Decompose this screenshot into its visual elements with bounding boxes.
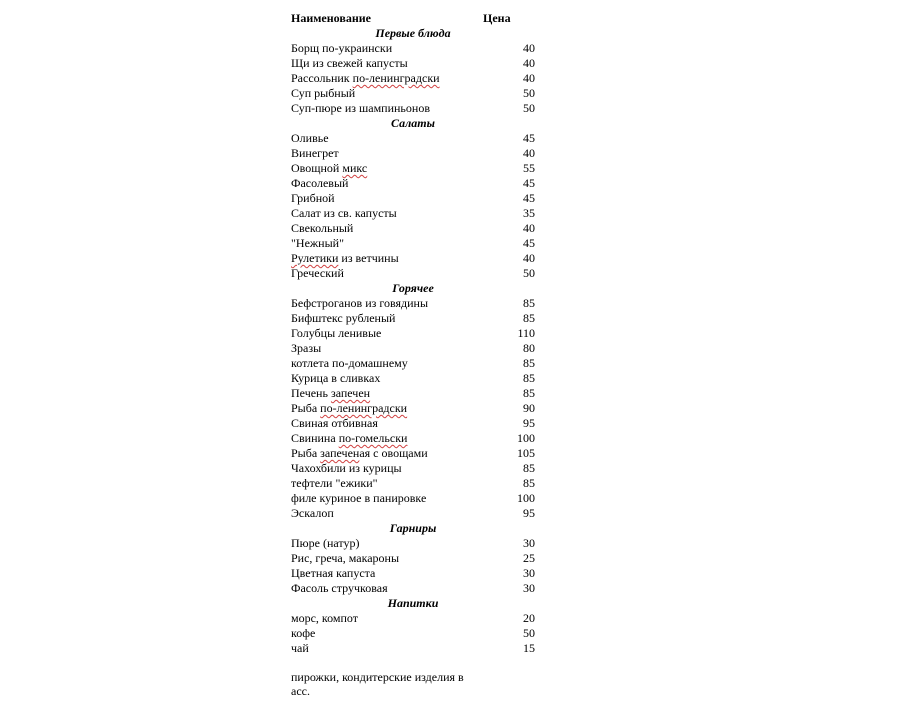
menu-item-price: 110 <box>517 326 535 340</box>
menu-item-price: 85 <box>523 311 535 325</box>
menu-item-row <box>291 176 541 191</box>
menu-item-row <box>291 401 541 416</box>
menu-item-name: Суп-пюре из шампиньонов <box>291 101 430 115</box>
menu-item-row <box>291 326 541 341</box>
menu-sections <box>291 26 541 656</box>
menu-item-name: Пюре (натур) <box>291 536 360 550</box>
menu-item-price: 50 <box>523 86 535 100</box>
menu-item-price: 95 <box>523 506 535 520</box>
menu-item-price: 20 <box>523 611 535 625</box>
menu-item-price: 30 <box>523 536 535 550</box>
menu-item-name: Рис, греча, макароны <box>291 551 400 565</box>
section-title: Гарниры <box>389 521 437 535</box>
menu-item-name: Эскалоп <box>291 506 334 520</box>
menu-item-price: 45 <box>523 191 535 205</box>
menu-item-row <box>291 86 541 101</box>
menu-item-name: Фасолевый <box>291 176 349 190</box>
menu-item-price: 90 <box>523 401 535 415</box>
menu-item-name: чай <box>291 641 309 655</box>
menu-item-price: 40 <box>523 41 535 55</box>
section-title: Первые блюда <box>375 26 451 40</box>
header-name: Наименование <box>291 11 371 25</box>
menu-item-name: котлета по-домашнему <box>291 356 408 370</box>
menu-item-row <box>291 581 541 596</box>
menu-item-row <box>291 356 541 371</box>
menu-item-name: Борщ по-украински <box>291 41 393 55</box>
menu-item-name: Бефстроганов из говядины <box>291 296 429 310</box>
menu-item-name: Рыба по-ленинградски <box>291 401 408 415</box>
menu-item-price: 30 <box>523 566 535 580</box>
menu-item-price: 25 <box>523 551 535 565</box>
table-header <box>291 11 541 26</box>
menu-item-price: 100 <box>517 491 535 505</box>
menu-item-name: Суп рыбный <box>291 86 356 100</box>
section-title: Горячее <box>392 281 434 295</box>
menu-sheet <box>291 11 541 698</box>
menu-item-name: Свиная отбивная <box>291 416 378 430</box>
menu-item-name: Греческий <box>291 266 344 280</box>
menu-item-price: 40 <box>523 56 535 70</box>
menu-item-row <box>291 41 541 56</box>
menu-item-row <box>291 296 541 311</box>
menu-item-price: 95 <box>523 416 535 430</box>
menu-item-price: 45 <box>523 131 535 145</box>
menu-item-row <box>291 266 541 281</box>
menu-item-row <box>291 476 541 491</box>
menu-item-row <box>291 311 541 326</box>
menu-item-name: "Нежный" <box>291 236 344 250</box>
menu-item-row <box>291 536 541 551</box>
menu-item-price: 45 <box>523 236 535 250</box>
menu-item-price: 50 <box>523 626 535 640</box>
menu-item-name: морс, компот <box>291 611 359 625</box>
menu-item-name: тефтели "ежики" <box>291 476 378 490</box>
menu-item-price: 105 <box>517 446 535 460</box>
menu-item-price: 85 <box>523 386 535 400</box>
menu-item-name: Свекольный <box>291 221 354 235</box>
menu-item-row <box>291 191 541 206</box>
menu-item-name: Винегрет <box>291 146 339 160</box>
menu-item-price: 45 <box>523 176 535 190</box>
menu-item-price: 80 <box>523 341 535 355</box>
menu-item-name: Печень запечен <box>291 386 371 400</box>
menu-item-row <box>291 131 541 146</box>
menu-item-price: 100 <box>517 431 535 445</box>
menu-item-row <box>291 446 541 461</box>
menu-item-row <box>291 221 541 236</box>
menu-item-row <box>291 551 541 566</box>
menu-item-price: 85 <box>523 296 535 310</box>
menu-item-row <box>291 371 541 386</box>
menu-item-price: 15 <box>523 641 535 655</box>
menu-item-name: Чахохбили из курицы <box>291 461 402 475</box>
menu-item-name: филе куриное в панировке <box>291 491 427 505</box>
menu-item-row <box>291 101 541 116</box>
section-title: Салаты <box>391 116 435 130</box>
menu-item-name: Голубцы ленивые <box>291 326 382 340</box>
menu-item-row <box>291 491 541 506</box>
menu-item-row <box>291 56 541 71</box>
menu-item-row <box>291 386 541 401</box>
menu-item-name: Рассольник по-ленинградски <box>291 71 440 85</box>
menu-item-row <box>291 506 541 521</box>
menu-item-row <box>291 341 541 356</box>
menu-item-row <box>291 431 541 446</box>
menu-item-price: 40 <box>523 251 535 265</box>
menu-item-price: 85 <box>523 356 535 370</box>
menu-item-name: Фасоль стручковая <box>291 581 388 595</box>
menu-item-name: Цветная капуста <box>291 566 376 580</box>
menu-item-price: 40 <box>523 221 535 235</box>
menu-item-name: Грибной <box>291 191 335 205</box>
menu-item-row <box>291 236 541 251</box>
menu-item-price: 35 <box>523 206 535 220</box>
menu-item-price: 30 <box>523 581 535 595</box>
menu-item-row <box>291 641 541 656</box>
menu-item-name: Бифштекс рубленый <box>291 311 396 325</box>
menu-item-row <box>291 461 541 476</box>
menu-item-row <box>291 611 541 626</box>
menu-item-row <box>291 206 541 221</box>
menu-item-row <box>291 626 541 641</box>
menu-item-price: 50 <box>523 266 535 280</box>
menu-item-name: Оливье <box>291 131 329 145</box>
section-title: Напитки <box>387 596 439 610</box>
menu-item-price: 40 <box>523 71 535 85</box>
menu-item-name: Курица в сливках <box>291 371 381 385</box>
menu-item-price: 85 <box>523 461 535 475</box>
menu-item-name: Зразы <box>291 341 322 355</box>
menu-item-name: Щи из свежей капусты <box>291 56 408 70</box>
menu-item-name: кофе <box>291 626 316 640</box>
menu-item-price: 85 <box>523 371 535 385</box>
menu-item-price: 55 <box>523 161 535 175</box>
header-price: Цена <box>483 11 511 25</box>
footer-note: пирожки, кондитерские изделия в асс. <box>291 670 464 698</box>
menu-item-row <box>291 251 541 266</box>
menu-item-name: Салат из св. капусты <box>291 206 397 220</box>
menu-item-row <box>291 161 541 176</box>
menu-item-name: Рыба запеченая с овощами <box>291 446 428 460</box>
menu-item-price: 50 <box>523 101 535 115</box>
menu-item-row <box>291 566 541 581</box>
menu-item-row <box>291 416 541 431</box>
menu-item-row <box>291 146 541 161</box>
menu-item-name: Овощной микс <box>291 161 368 175</box>
menu-item-row <box>291 71 541 86</box>
menu-item-name: Свинина по-гомельски <box>291 431 408 445</box>
menu-item-name: Рулетики из ветчины <box>291 251 399 265</box>
menu-item-price: 85 <box>523 476 535 490</box>
menu-item-price: 40 <box>523 146 535 160</box>
